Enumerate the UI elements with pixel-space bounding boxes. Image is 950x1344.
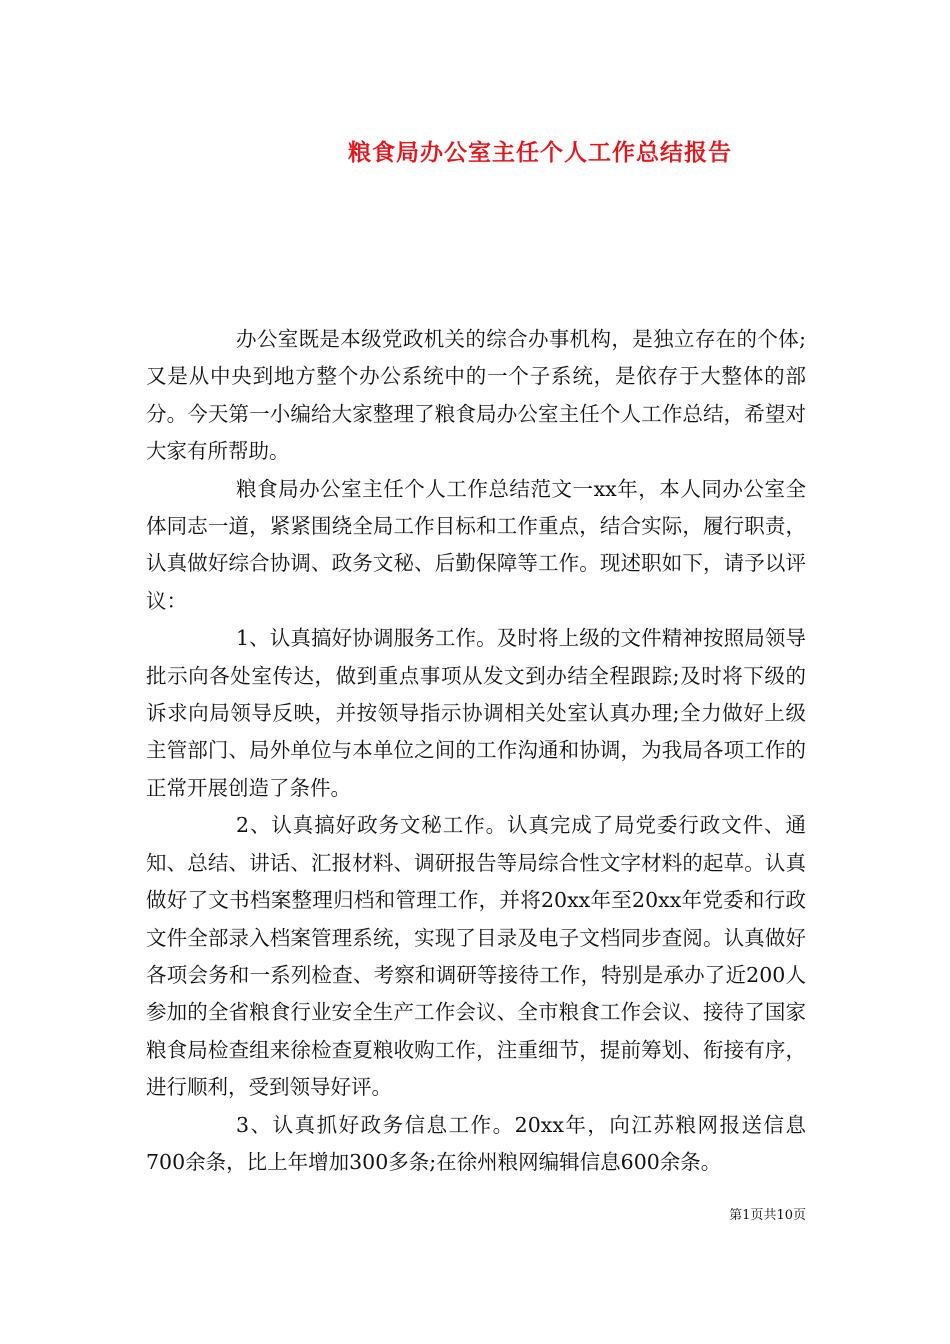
page-number-footer: 第1页共10页	[729, 1208, 806, 1223]
paragraph-item-2: 2、认真搞好政务文秘工作。认真完成了局党委行政文件、通知、总结、讲话、汇报材料、调研报告等局综合性文字材料的起草。认真做好了文书档案整理归档和管理工作，并将20xx年至20xx年党委和行政文件全部录入档案管理系统，实现了目录及电子文档同步查阅。认真做好各项会务和一系列检查、考察和调研等接待工作，特别是承办了近200人参加的全省粮食行业安全生产工作会议、全市粮食工作会议、接待了国家粮食局检查组来徐检查夏粮收购工作，注重细节，提前筹划、衔接有序，进行顺利，受到领导好评。	[146, 813, 806, 1100]
document-title: 粮食局办公室主任个人工作总结报告	[348, 139, 732, 166]
paragraph-item-1: 1、认真搞好协调服务工作。及时将上级的文件精神按照局领导批示向各处室传达，做到重点事项从发文到办结全程跟踪;及时将下级的诉求向局领导反映，并按领导指示协调相关处室认真办理;全力做好上级主管部门、局外单位与本单位之间的工作沟通和协调，为我局各项工作的正常开展创造了条件。	[146, 626, 806, 800]
paragraph-intro: 办公室既是本级党政机关的综合办事机构，是独立存在的个体;又是从中央到地方整个办公系统中的一个子系统，是依存于大整体的部分。今天第一小编给大家整理了粮食局办公室主任个人工作总结，希望对大家有所帮助。	[146, 327, 806, 464]
paragraph-summary-opening: 粮食局办公室主任个人工作总结范文一xx年，本人同办公室全体同志一道，紧紧围绕全局工作目标和工作重点，结合实际，履行职责，认真做好综合协调、政务文秘、后勤保障等工作。现述职如下，请予以评议：	[146, 476, 806, 613]
paragraph-item-3: 3、认真抓好政务信息工作。20xx年，向江苏粮网报送信息700余条，比上年增加300多条;在徐州粮网编辑信息600余条。	[146, 1112, 806, 1174]
document-body	[146, 321, 806, 1181]
